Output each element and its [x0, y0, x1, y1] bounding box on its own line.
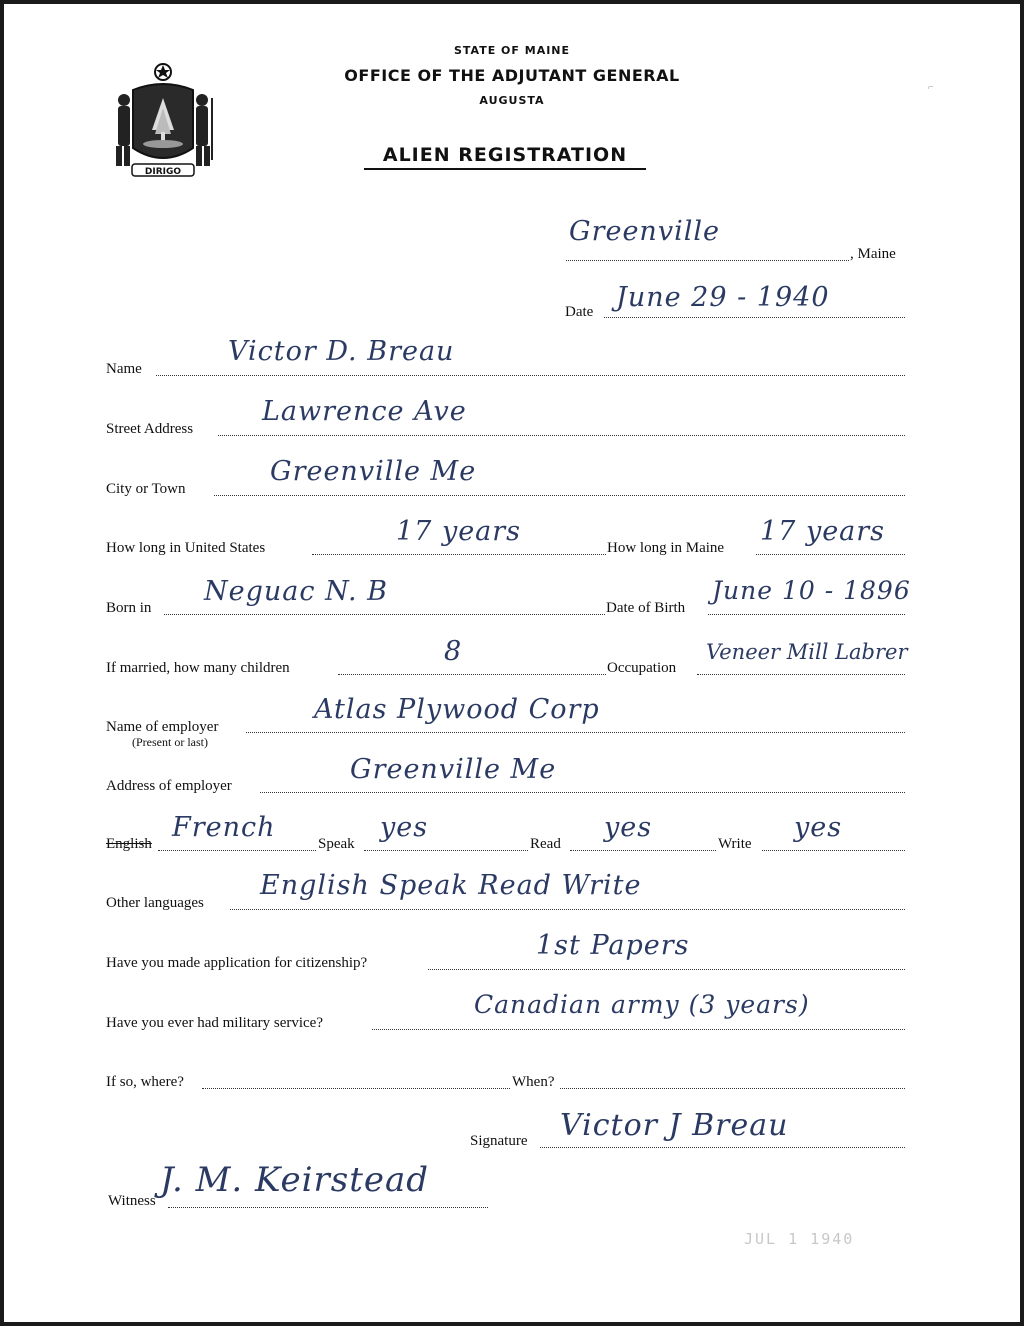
city-heading: AUGUSTA: [479, 94, 545, 107]
us-duration-value: 17 years: [396, 516, 522, 547]
speak-line: [364, 850, 528, 851]
read-label: Read: [530, 836, 561, 852]
speak-value: yes: [380, 812, 429, 843]
read-value: yes: [604, 812, 653, 843]
when-line: [560, 1088, 905, 1089]
street-line: [218, 435, 905, 436]
occupation-line: [697, 674, 905, 675]
english-label: English: [106, 836, 152, 852]
dob-label: Date of Birth: [606, 600, 686, 616]
citizenship-value: 1st Papers: [536, 930, 690, 961]
military-label: Have you ever had military service?: [106, 1015, 323, 1031]
employer-value: Atlas Plywood Corp: [314, 694, 600, 725]
write-line: [762, 850, 905, 851]
received-date-stamp: JUL 1 1940: [744, 1230, 855, 1248]
other-languages-value: English Speak Read Write: [260, 870, 642, 901]
street-value: Lawrence Ave: [262, 396, 467, 427]
employer-label: Name of employer: [106, 719, 219, 735]
employer-address-value: Greenville Me: [350, 754, 557, 785]
date-value: June 29 - 1940: [616, 282, 830, 313]
maine-duration-value: 17 years: [760, 516, 886, 547]
other-languages-line: [230, 909, 905, 910]
date-label: Date: [565, 304, 594, 320]
signature-value: Victor J Breau: [560, 1108, 789, 1143]
children-line: [338, 674, 606, 675]
seal-motto: DIRIGO: [144, 167, 182, 177]
children-value: 8: [444, 636, 463, 667]
english-value: French: [172, 812, 276, 843]
born-in-value: Neguac N. B: [204, 576, 388, 607]
name-value: Victor D. Breau: [228, 336, 455, 367]
signature-label: Signature: [470, 1133, 528, 1149]
form-title: ALIEN REGISTRATION: [364, 144, 646, 170]
maine-duration-line: [756, 554, 905, 555]
us-duration-line: [312, 554, 606, 555]
military-line: [372, 1029, 905, 1030]
dob-line: [708, 614, 905, 615]
name-line: [156, 375, 905, 376]
citizenship-label: Have you made application for citizenship?: [106, 955, 368, 971]
city-label: City or Town: [106, 481, 186, 497]
signature-line: [540, 1147, 905, 1148]
scan-mark: ⌐: [928, 82, 934, 93]
occupation-value: Veneer Mill Labrer: [706, 640, 908, 664]
place-suffix: , Maine: [850, 246, 896, 262]
born-in-line: [164, 614, 605, 615]
employer-address-line: [260, 792, 905, 793]
witness-label: Witness: [108, 1193, 156, 1209]
citizenship-line: [428, 969, 905, 970]
us-duration-label: How long in United States: [106, 540, 266, 556]
date-line: [604, 317, 905, 318]
city-line: [214, 495, 905, 496]
speak-label: Speak: [318, 836, 355, 852]
place-value: Greenville: [569, 216, 720, 247]
office-heading: OFFICE OF THE ADJUTANT GENERAL: [344, 66, 680, 85]
city-value: Greenville Me: [270, 456, 477, 487]
alien-registration-form: [4, 4, 1020, 1322]
write-value: yes: [794, 812, 843, 843]
name-label: Name: [106, 361, 142, 377]
where-line: [202, 1088, 510, 1089]
employer-line: [246, 732, 905, 733]
military-value: Canadian army (3 years): [474, 990, 810, 1019]
where-label: If so, where?: [106, 1074, 184, 1090]
place-line: [566, 260, 849, 261]
english-line: [158, 850, 316, 851]
witness-line: [168, 1207, 488, 1208]
read-line: [570, 850, 716, 851]
employer-sublabel: (Present or last): [132, 735, 208, 749]
write-label: Write: [718, 836, 752, 852]
born-in-label: Born in: [106, 600, 152, 616]
street-label: Street Address: [106, 421, 194, 437]
occupation-label: Occupation: [607, 660, 677, 676]
children-label: If married, how many children: [106, 660, 290, 676]
state-heading: STATE OF MAINE: [453, 44, 571, 57]
maine-duration-label: How long in Maine: [607, 540, 725, 556]
dob-value: June 10 - 1896: [712, 576, 911, 605]
when-label: When?: [512, 1074, 555, 1090]
other-languages-label: Other languages: [106, 895, 204, 911]
employer-address-label: Address of employer: [106, 778, 232, 794]
witness-value: J. M. Keirstead: [160, 1160, 430, 1200]
